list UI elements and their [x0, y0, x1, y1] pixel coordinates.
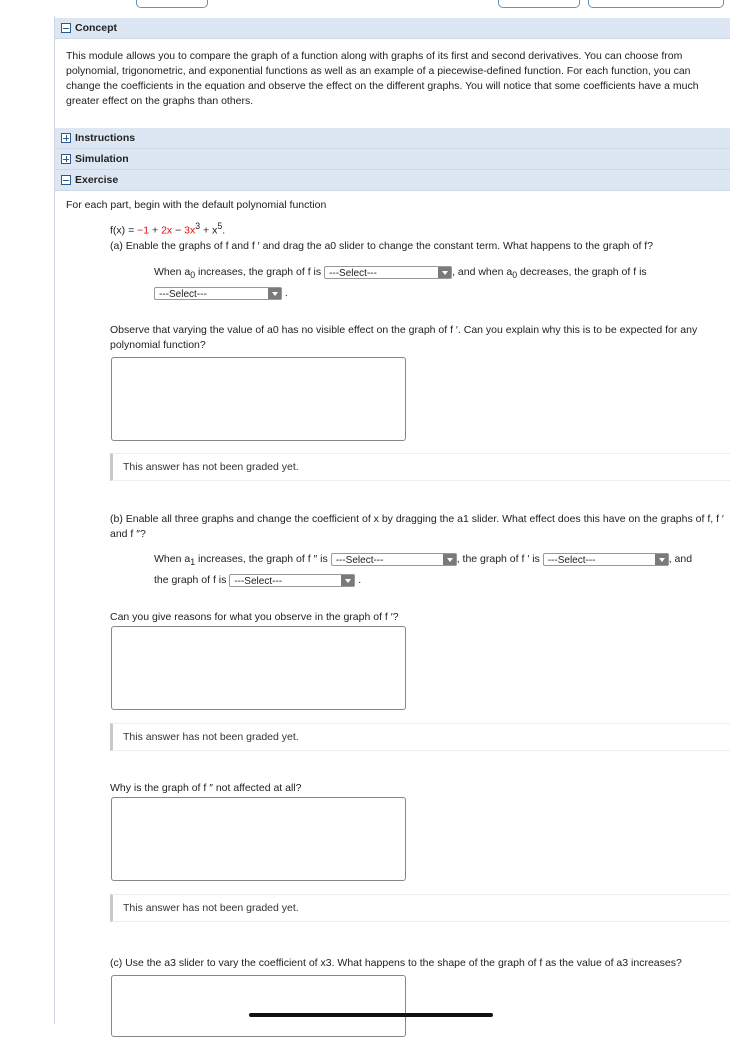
term-a5: + x	[200, 224, 218, 237]
term-op: +	[149, 224, 162, 237]
concept-title: Concept	[75, 22, 117, 34]
text: the graph of f is	[154, 574, 227, 586]
term-exp: 3	[195, 221, 201, 231]
term-a0: −1	[137, 224, 150, 237]
part-a-answer-line1	[154, 265, 647, 283]
expand-icon[interactable]	[61, 133, 71, 143]
part-a-observe: Observe that varying the value of a0 has no visible effect on the graph of f ′. Can you explain why this is to be expected for any polynomial function?	[110, 324, 698, 351]
part-b-why-question: Why is the graph of f ″ not affected at all?	[110, 782, 302, 794]
term-exp: 5	[217, 221, 223, 231]
top-toolbar	[0, 0, 742, 8]
dropdown-arrow-icon[interactable]	[268, 288, 281, 299]
part-b-select-f2[interactable]	[331, 553, 457, 566]
part-a-answer-box[interactable]	[111, 357, 406, 441]
select-value: ---Select---	[234, 575, 283, 587]
grading-status: This answer has not been graded yet.	[110, 723, 730, 751]
grading-status: This answer has not been graded yet.	[110, 453, 730, 481]
text: , and when a	[452, 266, 513, 278]
text: When a	[154, 266, 191, 278]
instructions-title: Instructions	[75, 132, 136, 144]
text: decreases, the graph of f is	[517, 266, 647, 278]
part-b-select-f[interactable]	[229, 574, 355, 587]
select-value: ---Select---	[329, 267, 377, 279]
part-b-reasons-answer-box[interactable]	[111, 626, 406, 710]
subscript: 0	[190, 270, 196, 281]
text: .	[284, 287, 288, 299]
text: increases, the graph of f is	[195, 266, 322, 278]
instructions-header[interactable]	[55, 128, 730, 149]
part-a-select-increase[interactable]	[324, 266, 452, 279]
text: , the graph of f ′ is	[456, 553, 540, 565]
text: increases, the graph of f ″ is	[195, 553, 328, 565]
expand-icon[interactable]	[61, 154, 71, 164]
simulation-title: Simulation	[75, 153, 129, 165]
concept-section	[55, 18, 730, 121]
select-value: ---Select---	[547, 554, 596, 566]
text: .	[358, 574, 362, 586]
part-b-select-f1[interactable]	[543, 553, 669, 566]
dropdown-arrow-icon[interactable]	[341, 575, 354, 586]
section-list	[55, 128, 730, 191]
exercise-header[interactable]	[55, 170, 730, 191]
part-a-select-decrease[interactable]	[154, 287, 282, 300]
term-a1: 2x	[161, 224, 173, 237]
subscript: 1	[190, 557, 196, 568]
dropdown-arrow-icon[interactable]	[443, 554, 456, 565]
exercise-title: Exercise	[75, 174, 119, 186]
dropdown-arrow-icon[interactable]	[655, 554, 668, 565]
part-c-question: (c) Use the a3 slider to vary the coefficient of x3. What happens to the shape of the graph of f as the value of a3 increases?	[110, 957, 682, 969]
dropdown-arrow-icon[interactable]	[438, 267, 451, 278]
part-a-answer-line2	[154, 286, 288, 301]
part-b-answer-line1	[154, 552, 692, 570]
text: When a	[154, 553, 191, 565]
select-value: ---Select---	[335, 554, 384, 566]
simulation-header[interactable]	[55, 149, 730, 170]
part-b-question: (b) Enable all three graphs and change the coefficient of x by dragging the a1 slider. What effect does this have on the graphs of f, f ′ and f ″?	[110, 513, 724, 540]
text: , and	[668, 553, 693, 565]
select-value: ---Select---	[159, 288, 207, 300]
subscript: 0	[512, 270, 518, 281]
details-button[interactable]	[136, 0, 208, 8]
exercise-intro: For each part, begin with the default polynomial function	[66, 199, 327, 211]
part-b-reasons-question: Can you give reasons for what you observe in the graph of f ′?	[110, 611, 399, 623]
term-op: −	[172, 224, 185, 237]
ask-your-teacher-button[interactable]	[588, 0, 724, 8]
part-b-answer-line2	[154, 573, 361, 588]
collapse-icon[interactable]	[61, 23, 71, 33]
part-c-answer-box[interactable]	[111, 975, 406, 1037]
function-prefix: f(x) =	[110, 224, 138, 237]
collapse-icon[interactable]	[61, 175, 71, 185]
part-b-why-answer-box[interactable]	[111, 797, 406, 881]
term-end: .	[222, 224, 226, 237]
concept-body: This module allows you to compare the graph of a function along with graphs of its first and second derivatives. You can choose from polynomial, trigonometric, and exponential functions as well as an example of a piecewise-defined function. For each function, you can change the coefficients in the equation and observe the effect on the different graphs. You will notice that some coefficients have a much greater effect on the graphs than others.	[66, 50, 699, 107]
home-indicator	[249, 1013, 493, 1017]
default-function	[110, 219, 225, 239]
my-notes-button[interactable]	[498, 0, 580, 8]
part-a-question: (a) Enable the graphs of f and f ′ and drag the a0 slider to change the constant term. What happens to the graph of f?	[110, 240, 654, 252]
concept-header[interactable]	[55, 18, 730, 39]
grading-status: This answer has not been graded yet.	[110, 894, 730, 922]
term-a3: 3x	[184, 224, 196, 237]
